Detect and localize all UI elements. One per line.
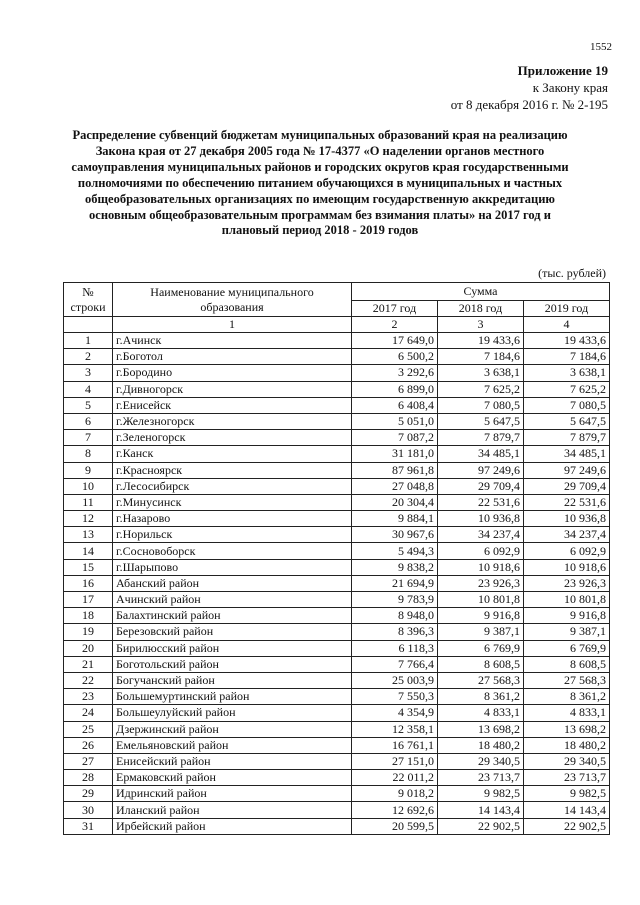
value-2018: 27 568,3 [438,672,524,688]
header-col-index-1: 1 [113,317,352,333]
municipality-name: г.Норильск [113,527,352,543]
value-2019: 8 608,5 [524,656,610,672]
value-2017: 20 304,4 [352,494,438,510]
value-2019: 34 485,1 [524,446,610,462]
value-2019: 23 926,3 [524,575,610,591]
municipality-name: Иланский район [113,802,352,818]
value-2017: 6 899,0 [352,381,438,397]
municipality-name: г.Енисейск [113,397,352,413]
value-2018: 7 625,2 [438,381,524,397]
value-2018: 6 092,9 [438,543,524,559]
value-2019: 18 480,2 [524,737,610,753]
row-number: 12 [64,511,113,527]
header-sum: Сумма [352,283,610,301]
value-2017: 31 181,0 [352,446,438,462]
row-number: 21 [64,656,113,672]
table-row [64,608,610,624]
value-2019: 14 143,4 [524,802,610,818]
document-title: Распределение субвенций бюджетам муниципальных образований края на реализацию Закона края от 27 декабря 2005 года № 17-4377 «О наделении органов местного самоуправления муниципальных районов и городских округов края государственными полномочиями по обеспечению питанием обучающихся в муниципальных и частных общеобразовательных организациях по имеющим государственную аккредитацию основным общеобразовательным программам без взимания платы» на 2017 год и плановый период 2018 - 2019 годов [71,128,569,238]
value-2019: 7 184,6 [524,349,610,365]
table-row [64,705,610,721]
municipality-name: г.Боготол [113,349,352,365]
appendix-header [451,62,608,113]
table-row [64,413,610,429]
row-number: 14 [64,543,113,559]
value-2017: 5 494,3 [352,543,438,559]
value-2018: 4 833,1 [438,705,524,721]
header-col-index-blank [64,317,113,333]
value-2018: 22 531,6 [438,494,524,510]
value-2019: 9 387,1 [524,624,610,640]
header-row-label: строки [70,299,106,314]
value-2017: 30 967,6 [352,527,438,543]
table-row [64,575,610,591]
table-row [64,543,610,559]
row-number: 9 [64,462,113,478]
value-2019: 9 982,5 [524,786,610,802]
row-number: 11 [64,494,113,510]
value-2017: 25 003,9 [352,672,438,688]
value-2018: 3 638,1 [438,365,524,381]
value-2018: 34 237,4 [438,527,524,543]
value-2018: 7 080,5 [438,397,524,413]
value-2018: 6 769,9 [438,640,524,656]
row-number: 6 [64,413,113,429]
municipality-name: Ирбейский район [113,818,352,834]
page-number: 1552 [590,41,612,53]
value-2019: 13 698,2 [524,721,610,737]
value-2017: 8 396,3 [352,624,438,640]
municipality-name: г.Сосновоборск [113,543,352,559]
table-row [64,786,610,802]
value-2017: 3 292,6 [352,365,438,381]
row-number: 8 [64,446,113,462]
value-2019: 29 709,4 [524,478,610,494]
municipality-name: Боготольский район [113,656,352,672]
value-2018: 13 698,2 [438,721,524,737]
row-number: 7 [64,430,113,446]
municipality-name: г.Дивногорск [113,381,352,397]
row-number: 20 [64,640,113,656]
value-2018: 9 916,8 [438,608,524,624]
value-2019: 27 568,3 [524,672,610,688]
value-2018: 9 387,1 [438,624,524,640]
value-2019: 10 936,8 [524,511,610,527]
value-2017: 12 692,6 [352,802,438,818]
row-number: 27 [64,753,113,769]
table-row [64,381,610,397]
municipality-name: Енисейский район [113,753,352,769]
table-row [64,446,610,462]
value-2018: 8 361,2 [438,689,524,705]
value-2017: 8 948,0 [352,608,438,624]
table-row [64,802,610,818]
value-2018: 9 982,5 [438,786,524,802]
row-number: 28 [64,770,113,786]
municipality-name: Березовский район [113,624,352,640]
municipality-name: Ермаковский район [113,770,352,786]
table-row [64,592,610,608]
header-2018: 2018 год [438,301,524,317]
municipality-name: г.Красноярск [113,462,352,478]
value-2019: 19 433,6 [524,333,610,349]
appendix-law-ref: к Закону края [532,80,608,95]
value-2019: 29 340,5 [524,753,610,769]
subsidy-table [63,282,610,835]
row-number: 2 [64,349,113,365]
municipality-name: г.Канск [113,446,352,462]
header-2019: 2019 год [524,301,610,317]
municipality-name: г.Лесосибирск [113,478,352,494]
value-2018: 14 143,4 [438,802,524,818]
value-2018: 19 433,6 [438,333,524,349]
table-row [64,656,610,672]
value-2019: 3 638,1 [524,365,610,381]
value-2018: 5 647,5 [438,413,524,429]
value-2017: 9 884,1 [352,511,438,527]
value-2017: 27 048,8 [352,478,438,494]
row-number: 5 [64,397,113,413]
value-2017: 22 011,2 [352,770,438,786]
value-2017: 9 838,2 [352,559,438,575]
municipality-name: г.Шарыпово [113,559,352,575]
value-2018: 34 485,1 [438,446,524,462]
table-row [64,511,610,527]
value-2019: 4 833,1 [524,705,610,721]
value-2019: 8 361,2 [524,689,610,705]
units-label: (тыс. рублей) [538,266,606,280]
value-2018: 8 608,5 [438,656,524,672]
value-2017: 9 783,9 [352,592,438,608]
value-2018: 10 936,8 [438,511,524,527]
value-2017: 16 761,1 [352,737,438,753]
row-number: 25 [64,721,113,737]
row-number: 15 [64,559,113,575]
value-2017: 7 087,2 [352,430,438,446]
row-number: 23 [64,689,113,705]
value-2019: 10 801,8 [524,592,610,608]
municipality-name: Большемуртинский район [113,689,352,705]
value-2018: 23 926,3 [438,575,524,591]
value-2018: 7 184,6 [438,349,524,365]
value-2018: 10 801,8 [438,592,524,608]
header-name-line1: Наименование муниципального [150,284,314,299]
value-2019: 22 531,6 [524,494,610,510]
value-2017: 20 599,5 [352,818,438,834]
table-body [64,333,610,835]
municipality-name: г.Бородино [113,365,352,381]
row-number: 16 [64,575,113,591]
municipality-name: Дзержинский район [113,721,352,737]
value-2019: 23 713,7 [524,770,610,786]
value-2019: 5 647,5 [524,413,610,429]
header-number-sign: № [82,284,94,299]
value-2018: 10 918,6 [438,559,524,575]
row-number: 4 [64,381,113,397]
row-number: 24 [64,705,113,721]
value-2017: 9 018,2 [352,786,438,802]
municipality-name: Бирилюсский район [113,640,352,656]
table-row [64,462,610,478]
value-2018: 22 902,5 [438,818,524,834]
value-2017: 5 051,0 [352,413,438,429]
row-number: 18 [64,608,113,624]
appendix-law-date: от 8 декабря 2016 г. № 2-195 [450,97,608,112]
value-2017: 21 694,9 [352,575,438,591]
value-2018: 7 879,7 [438,430,524,446]
row-number: 29 [64,786,113,802]
table-row [64,430,610,446]
table-row [64,478,610,494]
value-2018: 29 709,4 [438,478,524,494]
value-2019: 22 902,5 [524,818,610,834]
value-2019: 10 918,6 [524,559,610,575]
value-2018: 23 713,7 [438,770,524,786]
value-2017: 6 500,2 [352,349,438,365]
header-municipality [113,283,352,317]
row-number: 31 [64,818,113,834]
table-row [64,349,610,365]
municipality-name: Емельяновский район [113,737,352,753]
municipality-name: Идринский район [113,786,352,802]
table-row [64,624,610,640]
row-number: 19 [64,624,113,640]
municipality-name: Ачинский район [113,592,352,608]
value-2017: 17 649,0 [352,333,438,349]
table-row [64,527,610,543]
value-2017: 27 151,0 [352,753,438,769]
table-row [64,737,610,753]
table-row [64,721,610,737]
municipality-name: Абанский район [113,575,352,591]
appendix-number: Приложение 19 [517,63,608,78]
table-row [64,753,610,769]
municipality-name: Богучанский район [113,672,352,688]
value-2018: 97 249,6 [438,462,524,478]
value-2019: 6 769,9 [524,640,610,656]
row-number: 1 [64,333,113,349]
table-row [64,640,610,656]
row-number: 13 [64,527,113,543]
municipality-name: г.Минусинск [113,494,352,510]
header-col-index-2: 2 [352,317,438,333]
header-row-number [64,283,113,317]
table-row [64,770,610,786]
value-2017: 7 766,4 [352,656,438,672]
header-col-index-3: 3 [438,317,524,333]
value-2018: 18 480,2 [438,737,524,753]
value-2019: 6 092,9 [524,543,610,559]
value-2017: 6 408,4 [352,397,438,413]
row-number: 22 [64,672,113,688]
header-col-index-4: 4 [524,317,610,333]
value-2019: 7 625,2 [524,381,610,397]
municipality-name: Большеулуйский район [113,705,352,721]
table-row [64,494,610,510]
value-2017: 6 118,3 [352,640,438,656]
row-number: 17 [64,592,113,608]
value-2019: 9 916,8 [524,608,610,624]
value-2017: 87 961,8 [352,462,438,478]
row-number: 10 [64,478,113,494]
value-2017: 12 358,1 [352,721,438,737]
table-row [64,397,610,413]
municipality-name: г.Железногорск [113,413,352,429]
table-row [64,689,610,705]
header-2017: 2017 год [352,301,438,317]
row-number: 30 [64,802,113,818]
value-2017: 4 354,9 [352,705,438,721]
value-2017: 7 550,3 [352,689,438,705]
table-row [64,818,610,834]
municipality-name: г.Ачинск [113,333,352,349]
value-2018: 29 340,5 [438,753,524,769]
municipality-name: Балахтинский район [113,608,352,624]
table-row [64,365,610,381]
header-name-line2: образования [200,299,264,314]
municipality-name: г.Назарово [113,511,352,527]
value-2019: 97 249,6 [524,462,610,478]
value-2019: 7 879,7 [524,430,610,446]
table-row [64,672,610,688]
row-number: 3 [64,365,113,381]
row-number: 26 [64,737,113,753]
value-2019: 7 080,5 [524,397,610,413]
value-2019: 34 237,4 [524,527,610,543]
table-row [64,559,610,575]
municipality-name: г.Зеленогорск [113,430,352,446]
table-row [64,333,610,349]
